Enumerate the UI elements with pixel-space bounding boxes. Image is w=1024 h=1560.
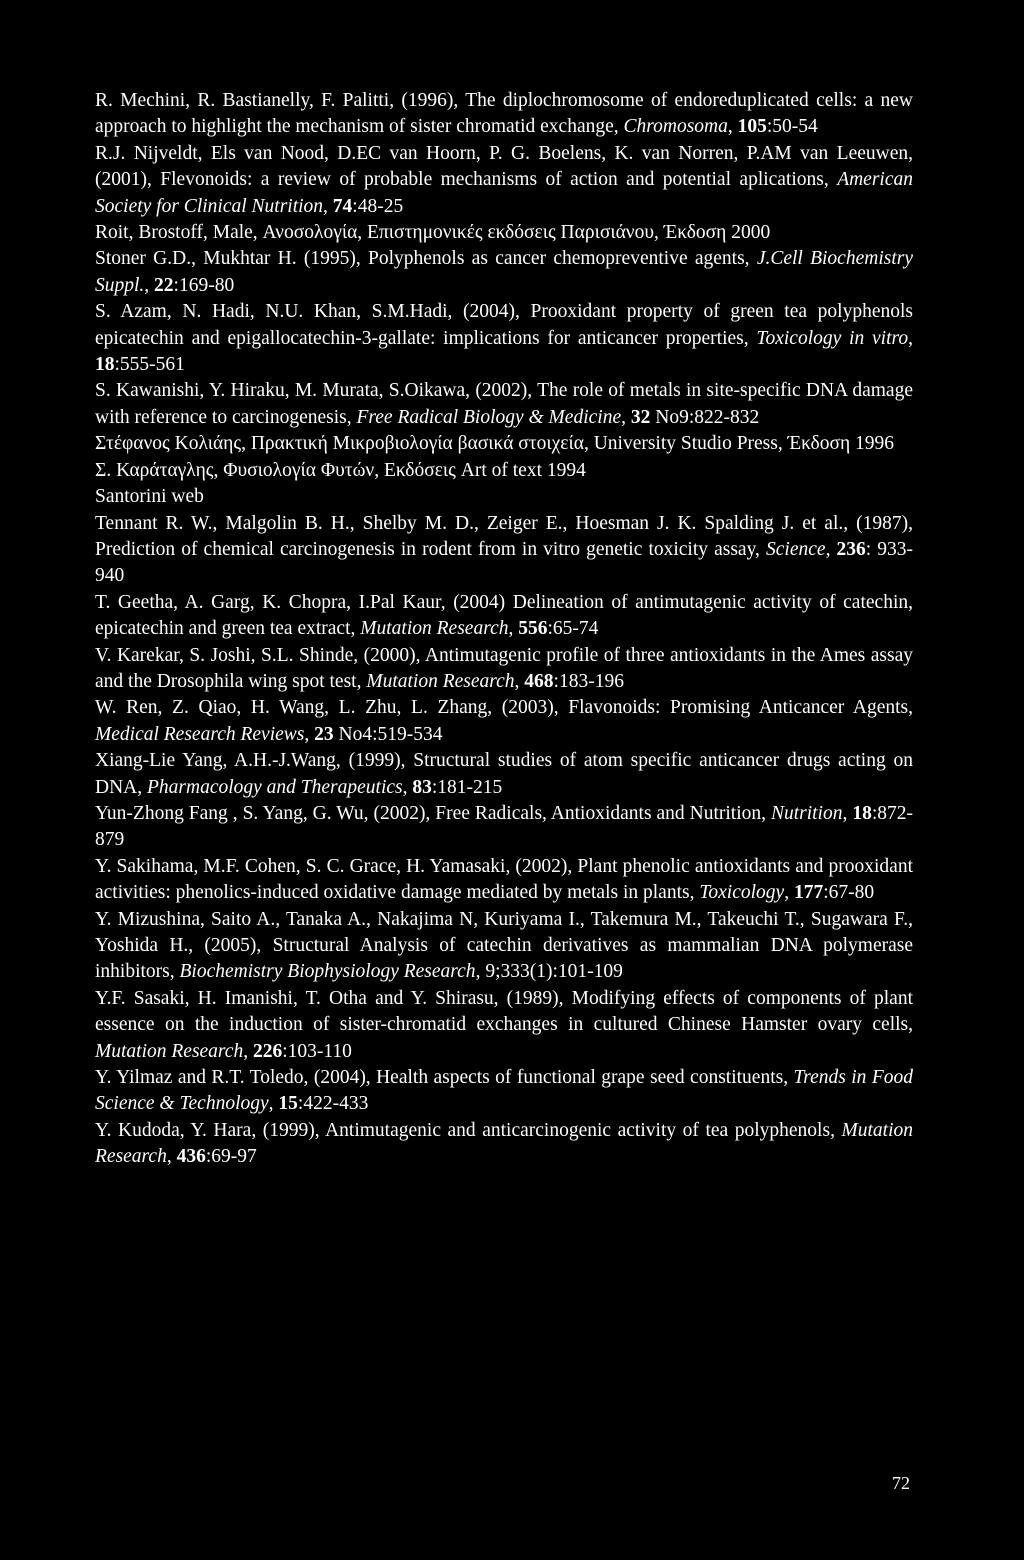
reference-pages: :48-25 [352,195,404,217]
reference-entry [95,246,913,299]
reference-text: Yun-Zhong Fang , S. Yang, G. Wu, (2002), Free Radicals, Antioxidants and Nutrition, [95,802,771,824]
reference-text: Y. Yilmaz and R.T. Toledo, (2004), Health aspects of functional grape seed constituents, [95,1067,794,1089]
reference-separator: , [508,618,519,640]
reference-text: R.J. Nijveldt, Els van Nood, D.EC van Hoorn, P. G. Boelens, K. van Norren, P.AM van Leeuwen, (2001), Flevonoids: a review of probable mechanisms of action and potential aplications, [95,142,913,191]
reference-pages: :103-110 [282,1040,352,1062]
reference-text: Y. Sakihama, M.F. Cohen, S. C. Grace, H. Yamasaki, (2002), Plant phenolic antioxidants and prooxidant activities: phenolics-induced oxidative damage mediated by metals in plants, [95,855,913,904]
reference-entry [95,484,913,510]
reference-entry [95,511,913,590]
reference-volume: 83 [412,776,432,798]
reference-separator: , [621,406,631,428]
reference-entry [95,695,913,748]
reference-pages: 9;333(1):101-109 [485,961,623,983]
reference-volume: 32 [630,406,651,428]
reference-entry [95,378,913,431]
reference-volume: 105 [737,116,767,138]
page-number: 72 [892,1473,910,1493]
reference-text: Y.F. Sasaki, H. Imanishi, T. Otha and Y. Shirasu, (1989), Modifying effects of components of plant essence on the induction of sister-chromatid exchanges in cultured Chinese Hamster ovary cells, [95,987,913,1036]
reference-journal: Mutation Research [366,670,515,692]
reference-entry [95,299,913,378]
reference-journal: Nutrition [770,802,843,824]
reference-text: S. Kawanishi, Y. Hiraku, M. Murata, S.Oikawa, (2002), The role of metals in site-specific DNA damage with reference to carcinogenesis, [95,380,913,428]
reference-text: S. Azam, N. Hadi, N.U. Khan, S.M.Hadi, (2004), Prooxidant property of green tea polyphenols epicatechin and epigallocatechin-3-gallate: implications for anticancer properties, [95,301,913,349]
reference-text: Roit, Brostoff, Male, Ανοσολογία, Επιστημονικές εκδόσεις Παρισιάνου, Έκδοση 2000 [95,222,771,244]
reference-text: Στέφανος Κολιάης, Πρακτική Μικροβιολογία βασικά στοιχεία, University Studio Press, Έκδοση 1996 [95,433,895,455]
reference-entry [95,220,913,246]
reference-journal: Trends in Food Science & Technology [95,1067,913,1115]
reference-text: W. Ren, Z. Qiao, H. Wang, L. Zhu, L. Zhang, (2003), Flavonoids: Promising Anticancer Agents, [95,697,913,719]
reference-volume: 177 [793,882,824,904]
reference-journal: Medical Research Reviews [95,723,305,745]
reference-volume: 23 [314,723,334,745]
reference-pages: :67-80 [823,882,875,904]
reference-volume: 15 [278,1093,298,1115]
reference-pages: :181-215 [431,776,503,798]
reference-separator: , [243,1040,253,1062]
reference-volume: 226 [252,1040,283,1062]
reference-separator: , [842,802,853,824]
reference-text: V. Karekar, S. Joshi, S.L. Shinde, (2000), Antimutagenic profile of three antioxidants in the Ames assay and the Drosophila wing spot test, [95,644,913,692]
reference-journal: J.Cell Biochemistry Suppl. [95,248,913,296]
reference-pages: :169-80 [173,274,235,296]
reference-separator: , [908,327,913,349]
reference-journal: Chromosoma [623,116,728,138]
reference-text: Tennant R. W., Malgolin B. H., Shelby M. D., Zeiger E., Hoesman J. K. Spalding J. et al., (1987), Prediction of chemical carcinogenesis in rodent from in vitro genetic toxicity assay, [95,512,913,560]
reference-entry [95,431,913,457]
reference-entry [95,590,913,643]
reference-journal: Pharmacology and Therapeutics [147,776,403,798]
reference-text: Y. Mizushina, Saito A., Tanaka A., Nakajima N, Kuriyama I., Takemura M., Takeuchi T., Sugawara F., Yoshida H., (2005), Structural Analysis of catechin derivatives as mammalian DNA polymerase inhibitors, [95,908,913,983]
reference-pages: No4:519-534 [333,723,443,745]
reference-entry [95,1065,913,1118]
reference-entry [95,643,913,696]
reference-separator: , [784,882,794,904]
reference-volume: 468 [524,670,554,692]
reference-journal: Mutation Research [95,1040,244,1062]
reference-text: Xiang-Lie Yang, A.H.-J.Wang, (1999), Structural studies of atom specific anticancer drugs acting on DNA, [95,750,913,798]
reference-text: Stoner G.D., Mukhtar H. (1995), Polyphenols as cancer chemopreventive agents, [95,248,757,270]
reference-separator: , [475,961,486,983]
reference-journal: Science [766,538,826,560]
reference-separator: , [323,195,333,217]
reference-pages: : 933-940 [95,538,913,587]
reference-text: Σ. Καράταγλης, Φυσιολογία Φυτών, Εκδόσεις Art of text 1994 [95,459,586,481]
reference-journal: Free Radical Biology & Medicine [356,406,622,428]
reference-text: R. Mechini, R. Bastianelly, F. Palitti, (1996), The diplochromosome of endoreduplicated cells: a new approach to highlight the mechanism of sister chromatid exchange, [95,90,913,138]
reference-pages: :50-54 [766,116,818,138]
reference-pages: :422-433 [297,1093,369,1115]
reference-separator: , [825,538,837,560]
reference-separator: , [166,1146,177,1168]
reference-entry [95,854,913,907]
reference-volume: 436 [176,1146,206,1168]
reference-entry [95,141,913,220]
reference-volume: 22 [154,274,174,296]
reference-text: Santorini web [95,486,204,508]
reference-journal: Biochemistry Biophysiology Research [179,961,476,983]
reference-entry [95,801,913,854]
reference-entry [95,458,913,484]
reference-pages: :183-196 [553,670,624,692]
reference-journal: Toxicology in vitro [756,327,909,349]
reference-separator: , [402,776,413,798]
reference-separator: , [144,274,155,296]
reference-pages: :872-879 [95,802,913,851]
reference-list [95,88,913,1171]
reference-entry [95,907,913,986]
reference-entry [95,748,913,801]
reference-journal: Mutation Research [95,1119,913,1168]
reference-volume: 556 [518,618,548,640]
reference-text: T. Geetha, A. Garg, K. Chopra, I.Pal Kaur, (2004) Delineation of antimutagenic activity of catechin, epicatechin and green tea extract, [95,591,913,640]
reference-entry [95,88,913,141]
reference-pages: No9:822-832 [650,406,760,428]
reference-entry [95,986,913,1065]
reference-journal: Toxicology [699,882,785,904]
reference-separator: , [268,1093,279,1115]
reference-pages: :65-74 [547,618,599,640]
reference-separator: , [727,116,738,138]
reference-volume: 74 [332,195,353,217]
reference-journal: Mutation Research [360,618,509,640]
reference-separator: , [304,723,315,745]
reference-entry [95,1118,913,1171]
reference-volume: 18 [95,354,115,376]
reference-journal: American Society for Clinical Nutrition [95,169,913,217]
reference-separator: , [514,670,525,692]
reference-volume: 236 [836,538,866,560]
reference-volume: 18 [852,802,872,824]
reference-pages: :555-561 [114,354,185,376]
reference-pages: :69-97 [205,1146,257,1168]
reference-text: Y. Kudoda, Y. Hara, (1999), Antimutagenic and anticarcinogenic activity of tea polyphenols, [95,1119,842,1141]
